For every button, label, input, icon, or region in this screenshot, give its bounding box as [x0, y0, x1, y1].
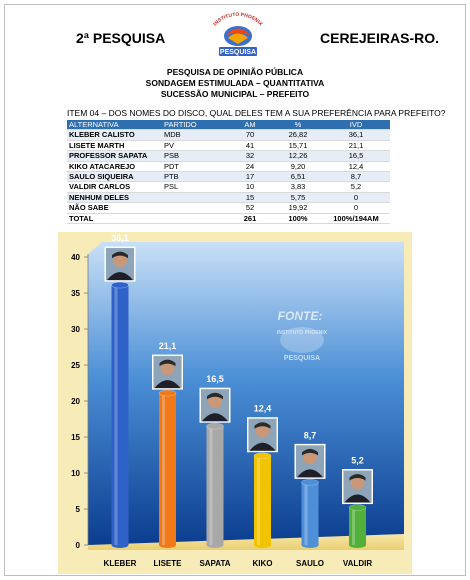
table-row: NENHUM DELES 15 5,75 0 — [67, 192, 390, 202]
candidate-photo — [200, 388, 230, 422]
table-row: KLEBER CALISTO MDB 70 26,82 36,1 — [67, 130, 390, 140]
x-category-label: VALDIR — [342, 559, 373, 568]
x-category-label: SAPATA — [199, 559, 231, 568]
y-tick-label: 20 — [71, 397, 80, 406]
y-tick-label: 15 — [71, 433, 80, 442]
bar-top — [254, 453, 271, 459]
col-ivd: IVD — [322, 120, 390, 130]
bar-chart — [58, 232, 412, 574]
bar-value-label: 36,1 — [111, 233, 129, 244]
table-row: KIKO ATACAREJO PDT 24 9,20 12,4 — [67, 161, 390, 171]
y-tick-label: 30 — [71, 325, 80, 334]
bar — [112, 285, 129, 545]
candidate-photo — [105, 247, 135, 281]
bar — [254, 456, 271, 545]
bar-top — [207, 423, 224, 429]
bar-highlight — [210, 426, 213, 545]
x-category-label: SAULO — [296, 559, 324, 568]
bar-top — [349, 505, 366, 511]
table-row: LISETE MARTH PV 41 15,71 21,1 — [67, 140, 390, 150]
fonte-annotation: FONTE: — [277, 309, 323, 323]
bar — [159, 393, 176, 545]
bar-value-label: 12,4 — [253, 403, 272, 414]
table-row: NÃO SABE 52 19,92 0 — [67, 203, 390, 213]
y-tick-label: 10 — [71, 469, 80, 478]
y-tick-label: 5 — [75, 505, 80, 514]
candidate-photo — [248, 418, 278, 452]
subtitle-line-2: SONDAGEM ESTIMULADA – QUANTITATIVA — [145, 78, 325, 88]
x-category-label: KLEBER — [103, 559, 137, 568]
bar-value-label: 16,5 — [206, 374, 224, 385]
bar — [302, 482, 319, 545]
col-am: AM — [226, 120, 274, 130]
watermark-bottom-text: PESQUISA — [283, 355, 321, 362]
institute-logo — [204, 12, 272, 58]
candidate-photo — [343, 470, 373, 504]
city-title: CEREJEIRAS-RO. — [320, 30, 440, 46]
subtitle-line-1: PESQUISA DE OPINIÃO PÚBLICA — [166, 67, 304, 77]
bar-top — [302, 479, 319, 485]
col-alternativa: ALTERNATIVA — [67, 120, 162, 130]
bar — [207, 426, 224, 545]
bar-highlight — [257, 456, 260, 545]
col-partido: PARTIDO — [162, 120, 226, 130]
watermark-top-text: INSTITUTO PHOENIX — [276, 330, 328, 336]
bar-chart-svg — [58, 232, 412, 574]
svg-text:INSTITUTO PHOENIX: INSTITUTO PHOENIX — [212, 12, 264, 28]
bar-highlight — [162, 393, 165, 545]
y-tick-label: 40 — [71, 253, 80, 262]
y-tick-label: 0 — [75, 541, 80, 550]
table-row: PROFESSOR SAPATA PSB 32 12,26 16,5 — [67, 151, 390, 161]
x-category-label: LISETE — [153, 559, 182, 568]
bar — [349, 508, 366, 545]
y-tick-label: 35 — [71, 289, 80, 298]
table-header-row — [67, 120, 390, 130]
subtitle-line-3: SUCESSÃO MUNICIPAL – PREFEITO — [160, 89, 310, 99]
bar-value-label: 8,7 — [303, 430, 317, 441]
bar-top — [159, 390, 176, 396]
results-table — [67, 120, 390, 224]
table-row: SAULO SIQUEIRA PTB 17 6,51 8,7 — [67, 172, 390, 182]
question-text: ITEM 04 – DOS NOMES DO DISCO, QUAL DELES TEM A SUA PREFERÊNCIA PARA PREFEITO? — [67, 108, 446, 118]
bar-highlight — [115, 285, 118, 545]
bar-top — [112, 282, 129, 288]
col-percent: % — [274, 120, 322, 130]
bar-highlight — [305, 482, 308, 545]
x-category-label: KIKO — [252, 559, 273, 568]
bar-value-label: 5,2 — [351, 455, 364, 466]
table-row: VALDIR CARLOS PSL 10 3,83 5,2 — [67, 182, 390, 192]
candidate-photo — [153, 355, 183, 389]
bar-value-label: 21,1 — [158, 341, 177, 352]
y-tick-label: 25 — [71, 361, 80, 370]
bar-highlight — [352, 508, 355, 545]
candidate-photo — [295, 444, 325, 478]
table-total-row: TOTAL 261 100% 100%/194AM — [67, 213, 390, 223]
survey-title: 2ª PESQUISA — [76, 30, 166, 46]
svg-text:PESQUISA: PESQUISA — [219, 49, 257, 56]
